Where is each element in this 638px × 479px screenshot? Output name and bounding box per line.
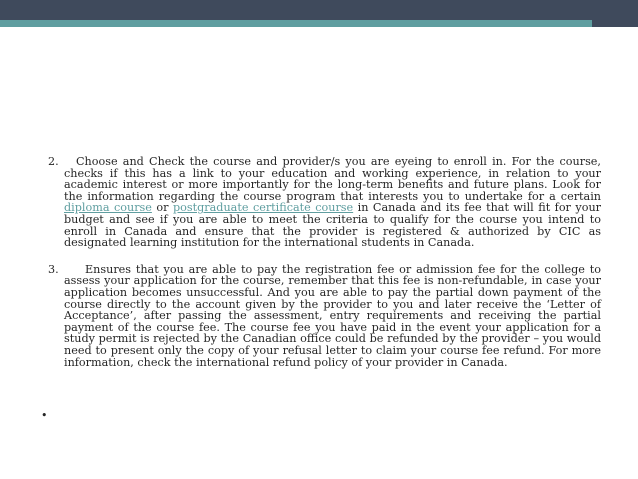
postgraduate-certificate-course-link[interactable]: postgraduate certificate course (172, 201, 354, 215)
list-item-3 (48, 264, 601, 368)
list-item-text: Ensures that you are able to pay the registration fee or admission fee for the college to assess your application for the course, remember that this fee is non-refundable, in case your application becomes unsuccessful. And you are able to pay the partial down payment of the course directly to the account given by the provider to you and later receive the ‘Letter of Acceptance’, after passing the assessment, entry requirements and receiving the partial payment of the course fee. The course fee you have paid in the event your application for a study permit is rejected by the Canadian office could be refunded by the provider – you would need to present only the copy of your refusal letter to claim your course fee refund. For more information, check the international refund policy of your provider in Canada. (64, 262, 601, 369)
list-item-2 (48, 156, 601, 249)
list-item-text-after: in Canada and its fee that will fit for your budget and see if you are able to meet the criteria to qualify for the course you intend to enroll in Canada and ensure that the provider is registered & authorized by CIC as designated learning institution for the international students in Canada. (64, 201, 601, 250)
list-item-number: 3. (48, 262, 59, 276)
list-item-number: 2. (48, 155, 59, 168)
empty-bullet: • (41, 409, 48, 422)
diploma-course-link[interactable]: diploma course (64, 201, 152, 215)
list-item-text-between: or (151, 201, 173, 215)
slide-body (48, 156, 601, 368)
header-accent-stripe (0, 20, 638, 27)
header-band (0, 0, 638, 20)
list-item-text-before: Choose and Check the course and provider/s you are eyeing to enroll in. For the course, checks if this has a link to your education and working experience, in relation to your academic interest or more importantly for the long-term benefits and future plans. Look for the information regarding the course program that interests you to undertake for a certain (64, 155, 601, 203)
header-accent-corner (592, 20, 638, 27)
